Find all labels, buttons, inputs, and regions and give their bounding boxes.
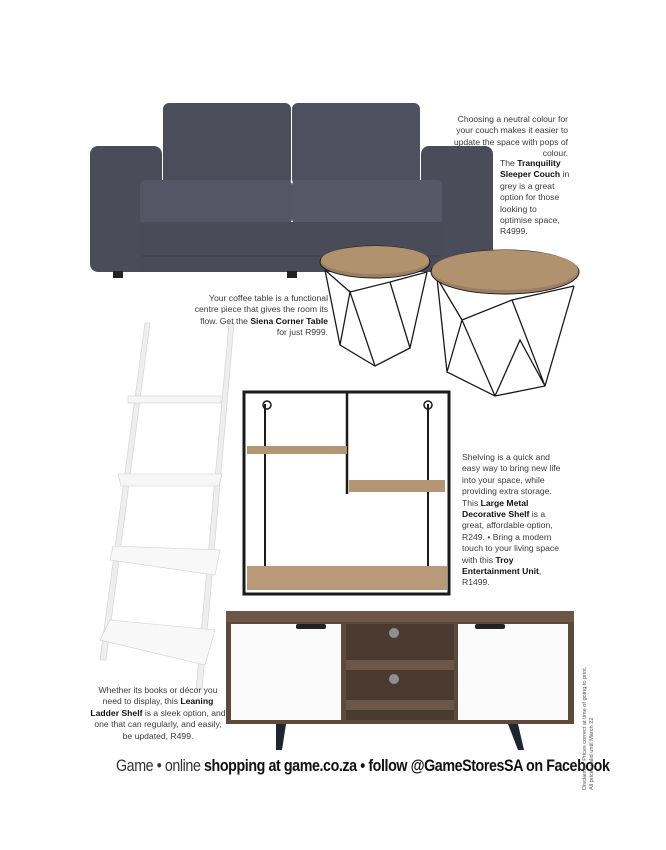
couch-intro: Choosing a neutral colour for your couch makes it easier to update the space with pops of colour. (453, 114, 568, 159)
footer-link-text[interactable]: shopping at game.co.za • follow @GameStoresSA on Facebook (200, 756, 610, 775)
couch-description (440, 114, 568, 160)
shelf-product-name: Large Metal Decorative Shelf (462, 497, 530, 520)
table-description: Your coffee table is a functional centre piece that gives the room its flow. Get the Siena Corner Table for just R999. (194, 293, 328, 338)
shelf-description: Shelving is a quick and easy way to bring new life into your space, while providing extra storage. This Large Metal Decorative Shelf is a great, affordable option, R249. • Bring a modern touch to your living space with this Troy Entertainment Unit, R1499. (462, 452, 561, 588)
metal-shelf-image (244, 392, 449, 594)
couch-details: The Tranquility Sleeper Couch in grey is a great option for those looking to optimise space, R4999. (500, 158, 570, 237)
tv-unit-image (226, 611, 574, 750)
ladder-description: Whether its books or décor you need to display, this Leaning Ladder Shelf is a sleek option, and one that can regularly, and easily, be updated, R499. (90, 685, 226, 741)
price-disclaimer: Disclaimer: Prices correct at time of going to print. All prices valid until March 22 (582, 666, 595, 790)
ladder-shelf-image (100, 323, 234, 690)
ladder-product-name: Leaning Ladder Shelf (90, 696, 214, 718)
couch-product-name: Tranquility Sleeper Couch (500, 158, 561, 180)
footer-banner (116, 756, 610, 776)
footer-brand: Game • online (116, 756, 201, 775)
couch-image (90, 103, 493, 278)
tv-unit-product-name: Troy Entertainment Unit (462, 554, 539, 577)
table-product-name: Siena Corner Table (250, 315, 328, 326)
